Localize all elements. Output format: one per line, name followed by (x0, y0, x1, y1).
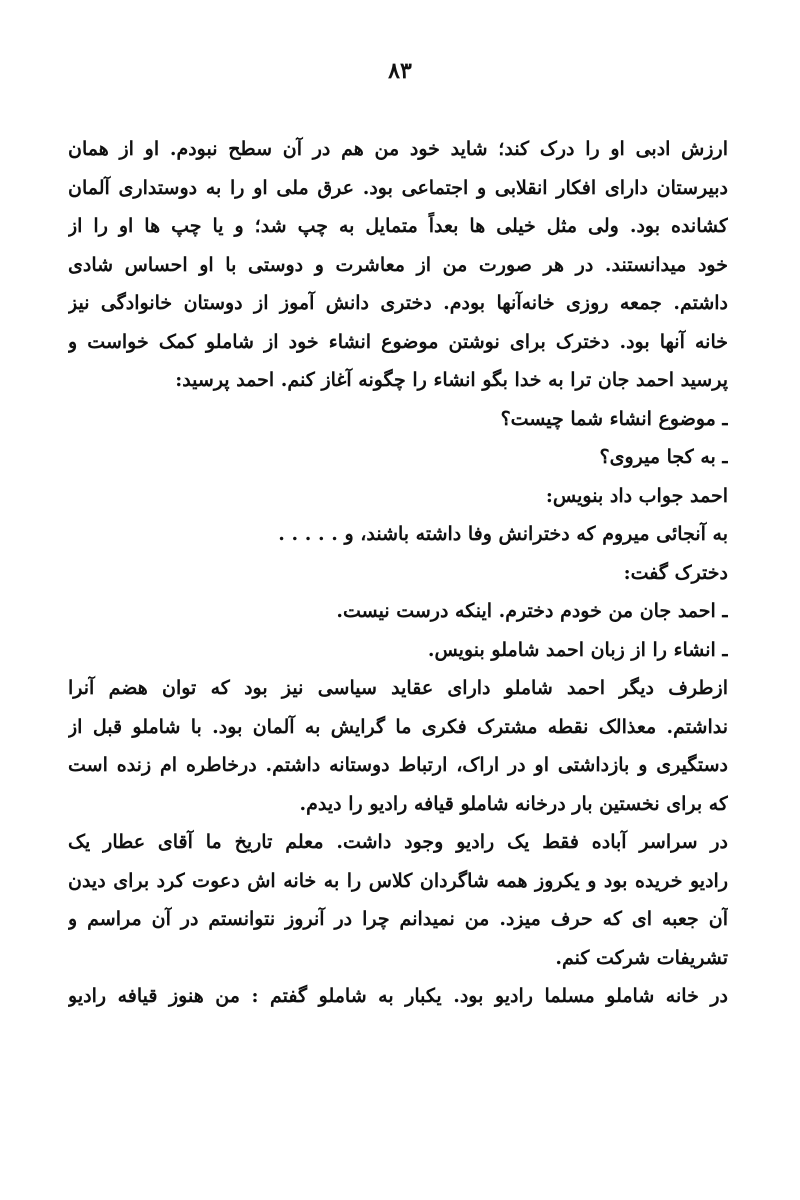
text-line: دخترک گفت: (623, 561, 728, 584)
text-line: دبیرستان دارای افکار انقلابی و اجتماعی بود. عرق ملی او را به دوستداری آلمان (68, 176, 728, 199)
text-line: در خانه شاملو مسلما رادیو بود. یکبار به شاملو گفتم : من هنوز قیافه رادیو (68, 985, 728, 1007)
text-line: تشریفات شرکت کنم. (555, 946, 728, 969)
body-text (68, 130, 728, 1016)
text-line: ارزش ادبی او را درک کند؛ شاید خود من هم در آن سطح نبودم. او از همان (68, 138, 728, 160)
text-line: که برای نخستین بار درخانه شاملو قیافه رادیو را دیدم. (299, 792, 728, 815)
text-line: رادیو خریده بود و یکروز همه شاگردان کلاس را به خانه اش دعوت کرد برای دیدن (68, 869, 728, 892)
text-line: ـ موضوع انشاء شما چیست؟ (500, 407, 728, 430)
text-line: داشتم. جمعه روزی خانه‌آنها بودم. دختری دانش آموز از دوستان خانوادگی نیز (68, 292, 728, 314)
text-line: ازطرف دیگر احمد شاملو دارای عقاید سیاسی نیز بود که توان هضم آنرا (68, 677, 728, 699)
text-line: به آنجائی میروم که دخترانش وفا داشته باشند، و . . . . . (278, 523, 728, 545)
text-line: خانه آنها بود. دخترک برای نوشتن موضوع انشاء خود از شاملو کمک خواست و (68, 330, 728, 353)
text-line: کشانده بود. ولی مثل خیلی ها بعداً متمایل به چپ شد؛ و یا چپ ها او را از (68, 215, 728, 237)
text-line: ـ احمد جان من خودم دخترم. اینکه درست نیست. (336, 600, 728, 622)
text-line: پرسید احمد جان ترا به خدا بگو انشاء را چگونه آغاز کنم. احمد پرسید: (175, 369, 728, 391)
page-number: ۸۳ (388, 58, 412, 84)
text-line: خود میدانستند. در هر صورت من از معاشرت و دوستی با او احساس شادی (68, 253, 728, 276)
text-line: آن جعبه ای که حرف میزد. من نمیدانم چرا در آنروز نتوانستم در آن مراسم و (68, 908, 728, 930)
text-line: در سراسر آباده فقط یک رادیو وجود داشت. معلم تاریخ ما آقای عطار یک (68, 831, 728, 853)
text-line: ـ به کجا میروی؟ (599, 446, 728, 468)
text-line: نداشتم. معذالک نقطه مشترک فکری ما گرایش به آلمان بود. با شاملو قبل از (68, 715, 728, 738)
text-line: دستگیری و بازداشتی او در اراک، ارتباط دوستانه داشتم. درخاطره ام زنده است (68, 754, 728, 776)
text-line: احمد جواب داد بنویس: (545, 484, 728, 507)
text-line: ـ انشاء را از زبان احمد شاملو بنویس. (427, 638, 728, 661)
